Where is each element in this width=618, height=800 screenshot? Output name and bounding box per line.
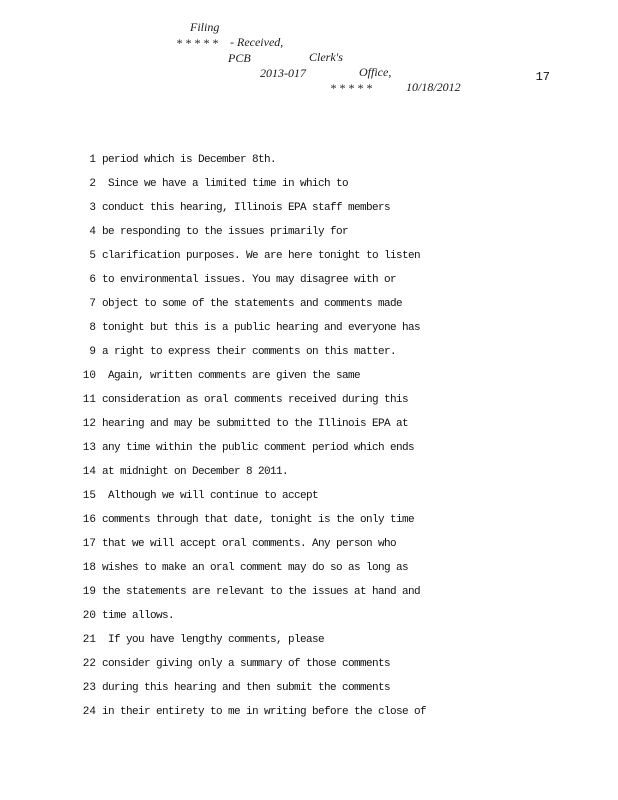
line-number: 12 — [82, 418, 96, 430]
transcript-line — [0, 682, 618, 706]
line-text: that we will accept oral comments. Any person who — [102, 538, 397, 550]
transcript-line — [0, 634, 618, 658]
line-text: consider giving only a summary of those comments — [102, 658, 391, 670]
line-number: 5 — [89, 250, 96, 262]
line-number: 19 — [82, 586, 96, 598]
line-text: a right to express their comments on this matter. — [102, 346, 397, 358]
transcript-line — [0, 658, 618, 682]
line-number: 6 — [89, 274, 96, 286]
line-number: 24 — [82, 706, 96, 718]
filing-label: Filing — [190, 20, 220, 34]
line-number: 2 — [89, 178, 96, 190]
line-text: Although we will continue to accept — [102, 490, 319, 502]
line-text: conduct this hearing, Illinois EPA staff members — [102, 202, 391, 214]
line-number: 22 — [82, 658, 96, 670]
filing-date: 10/18/2012 — [406, 80, 461, 94]
line-number: 16 — [82, 514, 96, 526]
transcript-line — [0, 274, 618, 298]
transcript-line — [0, 154, 618, 178]
line-text: during this hearing and then submit the comments — [102, 682, 391, 694]
transcript-line — [0, 394, 618, 418]
line-number: 10 — [82, 370, 96, 382]
line-text: tonight but this is a public hearing and everyone has — [102, 322, 421, 334]
line-text: Again, written comments are given the same — [102, 370, 361, 382]
line-text: wishes to make an oral comment may do so as long as — [102, 562, 409, 574]
transcript-line — [0, 538, 618, 562]
transcript-line — [0, 322, 618, 346]
line-text: to environmental issues. You may disagree with or — [102, 274, 397, 286]
transcript-line — [0, 226, 618, 250]
line-number: 3 — [89, 202, 96, 214]
transcript-body — [0, 154, 618, 730]
line-text: any time within the public comment period which ends — [102, 442, 415, 454]
transcript-line — [0, 610, 618, 634]
line-number: 18 — [82, 562, 96, 574]
line-number: 15 — [82, 490, 96, 502]
received-label: - Received, — [230, 35, 284, 49]
transcript-line — [0, 706, 618, 730]
office-label: Office, — [359, 65, 392, 79]
line-text: the statements are relevant to the issues at hand and — [102, 586, 421, 598]
transcript-line — [0, 514, 618, 538]
line-text: period which is December 8th. — [102, 154, 277, 166]
pcb-label: PCB — [228, 51, 251, 65]
line-text: time allows. — [102, 610, 175, 622]
line-number: 11 — [82, 394, 96, 406]
line-text: hearing and may be submitted to the Illinois EPA at — [102, 418, 409, 430]
line-text: comments through that date, tonight is the only time — [102, 514, 415, 526]
transcript-line — [0, 466, 618, 490]
line-number: 1 — [89, 154, 96, 166]
line-text: object to some of the statements and comments made — [102, 298, 403, 310]
transcript-line — [0, 250, 618, 274]
transcript-line — [0, 370, 618, 394]
page-number: 17 — [535, 70, 550, 84]
line-text: Since we have a limited time in which to — [102, 178, 349, 190]
line-number: 17 — [82, 538, 96, 550]
line-text: at midnight on December 8 2011. — [102, 466, 289, 478]
line-number: 13 — [82, 442, 96, 454]
transcript-line — [0, 490, 618, 514]
line-number: 21 — [82, 634, 96, 646]
line-number: 20 — [82, 610, 96, 622]
transcript-line — [0, 418, 618, 442]
case-number: 2013-017 — [260, 66, 306, 80]
line-text: clarification purposes. We are here tonight to listen — [102, 250, 421, 262]
clerks-label: Clerk's — [309, 50, 343, 64]
transcript-line — [0, 202, 618, 226]
line-text: If you have lengthy comments, please — [102, 634, 325, 646]
line-number: 9 — [89, 346, 96, 358]
transcript-line — [0, 586, 618, 610]
stars-left: * * * * * — [176, 36, 218, 50]
line-text: be responding to the issues primarily for — [102, 226, 349, 238]
line-number: 8 — [89, 322, 96, 334]
filing-stamp-line-2 — [0, 21, 618, 111]
line-number: 14 — [82, 466, 96, 478]
transcript-line — [0, 178, 618, 202]
transcript-line — [0, 442, 618, 466]
stars-right: * * * * * — [330, 81, 372, 95]
transcript-line — [0, 346, 618, 370]
line-number: 23 — [82, 682, 96, 694]
transcript-line — [0, 562, 618, 586]
transcript-line — [0, 298, 618, 322]
line-text: consideration as oral comments received during this — [102, 394, 409, 406]
line-number: 4 — [89, 226, 96, 238]
line-number: 7 — [89, 298, 96, 310]
line-text: in their entirety to me in writing before the close of — [102, 706, 427, 718]
